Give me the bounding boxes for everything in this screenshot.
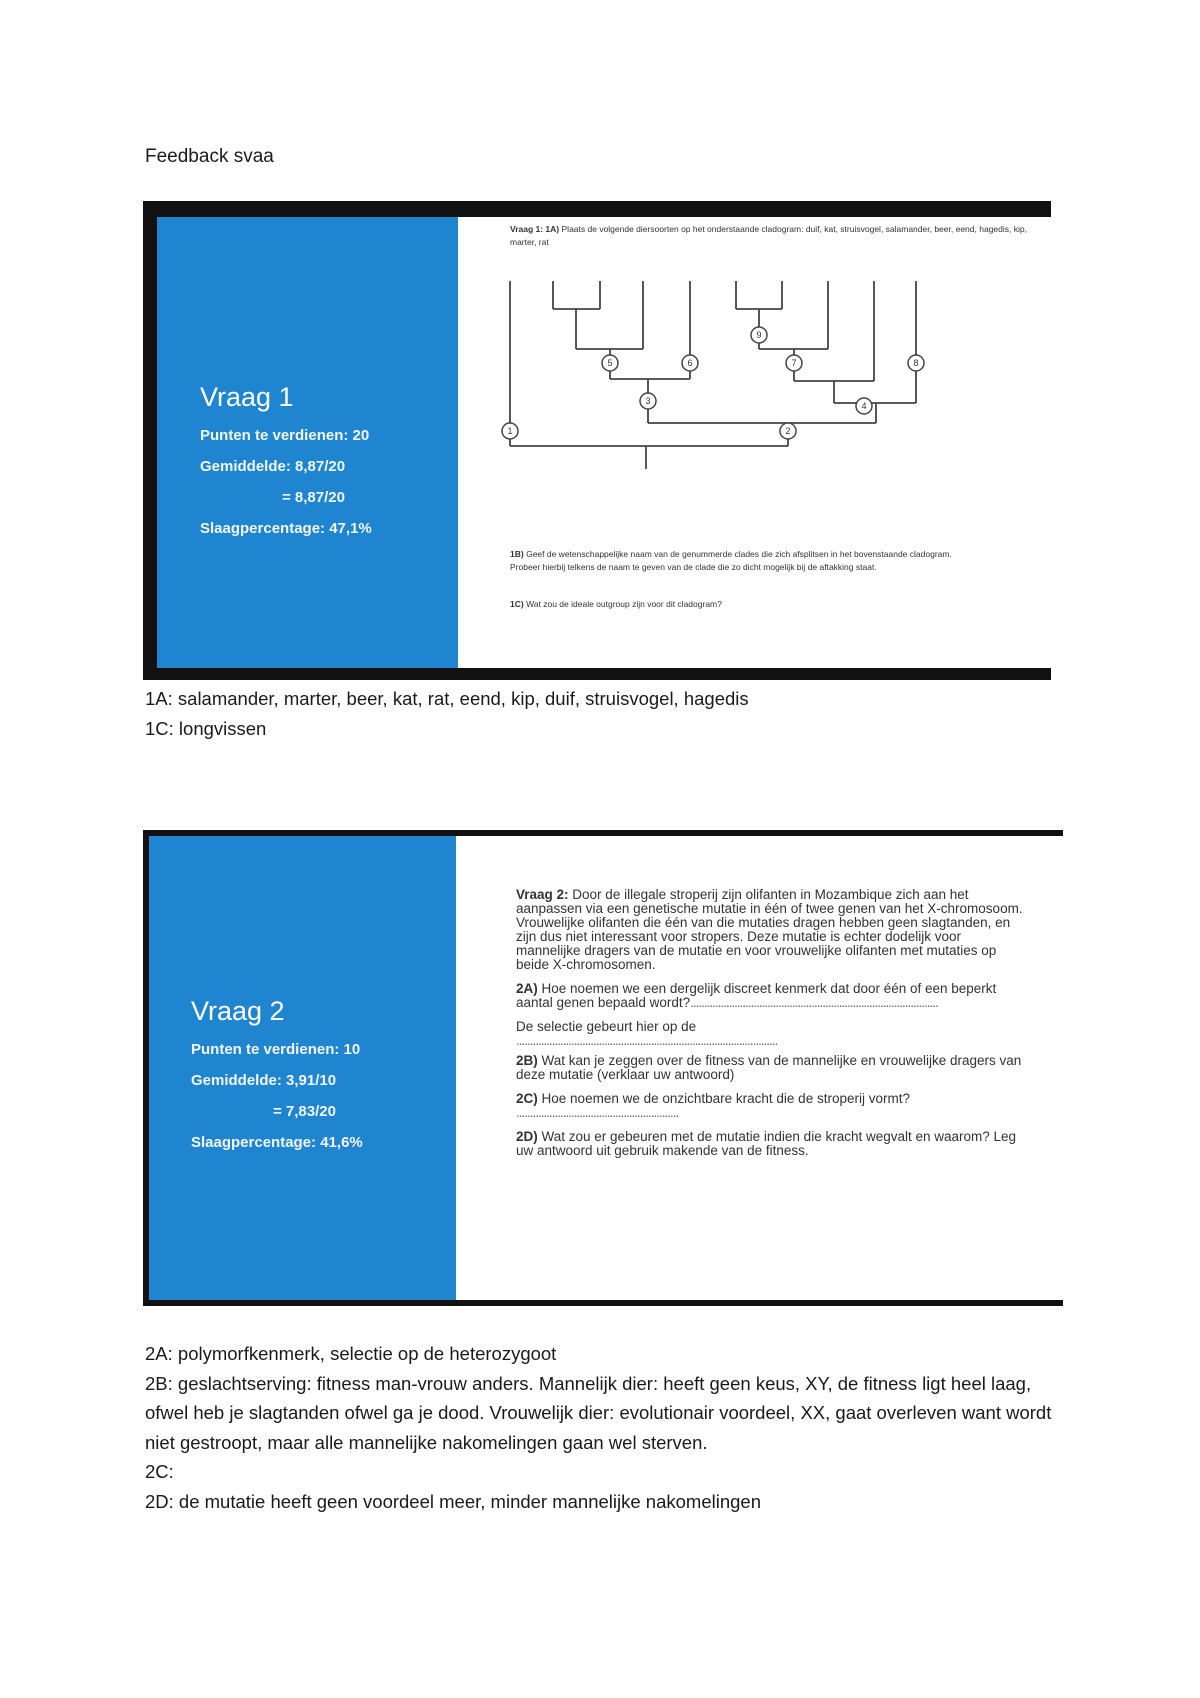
slide-vraag-1 bbox=[143, 201, 1051, 680]
node-label-2: 2 bbox=[785, 426, 791, 436]
answers-vraag-1 bbox=[145, 684, 749, 743]
node-label-4: 4 bbox=[861, 401, 867, 411]
answer-2a: 2A: polymorfkenmerk, selectie op de heterozygoot bbox=[145, 1343, 557, 1364]
node-label-7: 7 bbox=[791, 358, 797, 368]
node-label-8: 8 bbox=[913, 358, 919, 368]
answer-1c: 1C: longvissen bbox=[145, 717, 267, 739]
answers-vraag-2 bbox=[145, 1339, 1075, 1516]
node-label-5: 5 bbox=[607, 358, 613, 368]
slide1-points: Punten te verdienen: 20 bbox=[200, 427, 370, 444]
slide2-average-scaled: = 7,83/20 bbox=[273, 1103, 336, 1120]
q2b-text: 2B) Wat kan je zeggen over de fitness van de mannelijke en vrouwelijke dragers van deze mutatie (verklaar uw antwoord) bbox=[516, 1053, 1022, 1082]
q1a-text: Vraag 1: 1A) Plaats de volgende diersoorten op het onderstaande cladogram: duif, kat, struisvogel, salamander, beer, eend, hagedis, kip, marter, rat bbox=[510, 224, 1027, 247]
slide2-question-panel bbox=[456, 836, 1063, 1300]
q2a-selection: De selectie gebeurt hier op de ............................................................................................... bbox=[516, 1019, 778, 1048]
slide2-points: Punten te verdienen: 10 bbox=[191, 1041, 361, 1058]
answer-2d: 2D: de mutatie heeft geen voordeel meer, minder mannelijke nakomelingen bbox=[145, 1490, 762, 1512]
q2-text: Vraag 2: Door de illegale stroperij zijn olifanten in Mozambique zich aan het aanpassen via een genetische mutatie in één of twee genen van het X-chromosoom. Vrouwelijke olifanten die één van die mutaties dragen hebben geen slagtanden, en zijn dus niet interessant voor stropers. Deze mutatie is echter dodelijk voor mannelijke dragers van de mutatie en voor vrouwelijke olifanten met mutaties op beide X-chromosomen. bbox=[516, 887, 1023, 972]
slide2-average: Gemiddelde: 3,91/10 bbox=[191, 1072, 337, 1089]
slide1-question-panel bbox=[458, 217, 1051, 668]
slide2-pass-rate: Slaagpercentage: 41,6% bbox=[191, 1134, 363, 1151]
q1c-text: 1C) Wat zou de ideale outgroup zijn voor dit cladogram? bbox=[510, 599, 722, 609]
q1b-text: 1B) Geef de wetenschappelijke naam van de genummerde clades die zich afsplitsen in het bovenstaande cladogram. Probeer hierbij telkens de naam te geven van de clade die zo dicht mogelijk bij de aftakking staat. bbox=[510, 549, 952, 572]
cladogram bbox=[498, 281, 998, 521]
slide1-average: Gemiddelde: 8,87/20 bbox=[200, 458, 346, 475]
slide1-average-scaled: = 8,87/20 bbox=[282, 489, 345, 506]
node-label-1: 1 bbox=[507, 426, 513, 436]
answer-1a: 1A: salamander, marter, beer, kat, rat, eend, kip, duif, struisvogel, hagedis bbox=[145, 688, 749, 709]
slide-vraag-2 bbox=[143, 830, 1063, 1306]
answer-2c: 2C: bbox=[145, 1461, 174, 1482]
slide1-title: Vraag 1 bbox=[200, 382, 294, 412]
q2d-text: 2D) Wat zou er gebeuren met de mutatie indien die kracht wegvalt en waarom? Leg uw antwoord uit gebruik makende van de fitness. bbox=[516, 1129, 1017, 1158]
slide2-stats-panel bbox=[149, 836, 456, 1300]
slide2-title: Vraag 2 bbox=[191, 996, 285, 1026]
q2a-text: 2A) Hoe noemen we een dergelijk discreet kenmerk dat door één of een beperkt aantal genen bepaald wordt?.......................................................................................... bbox=[516, 981, 997, 1010]
document-title: Feedback svaa bbox=[145, 146, 274, 167]
q2c-text: 2C) Hoe noemen we de onzichtbare kracht die de stroperij vormt? ........................................................... bbox=[516, 1091, 910, 1120]
node-label-6: 6 bbox=[687, 358, 693, 368]
slide1-pass-rate: Slaagpercentage: 47,1% bbox=[200, 520, 372, 537]
node-label-9: 9 bbox=[756, 330, 762, 340]
node-label-3: 3 bbox=[645, 396, 651, 406]
slide1-stats-panel bbox=[157, 217, 458, 668]
answer-2b: 2B: geslachtserving: fitness man-vrouw anders. Mannelijk dier: heeft geen keus, XY, de fitness ligt heel laag, ofwel heb je slagtanden ofwel ga je dood. Vrouwelijk dier: evolutionair voordeel, XX, gaat overleven want wordt niet gestroopt, maar alle mannelijke nakomelingen gaan wel sterven. bbox=[145, 1372, 1052, 1453]
